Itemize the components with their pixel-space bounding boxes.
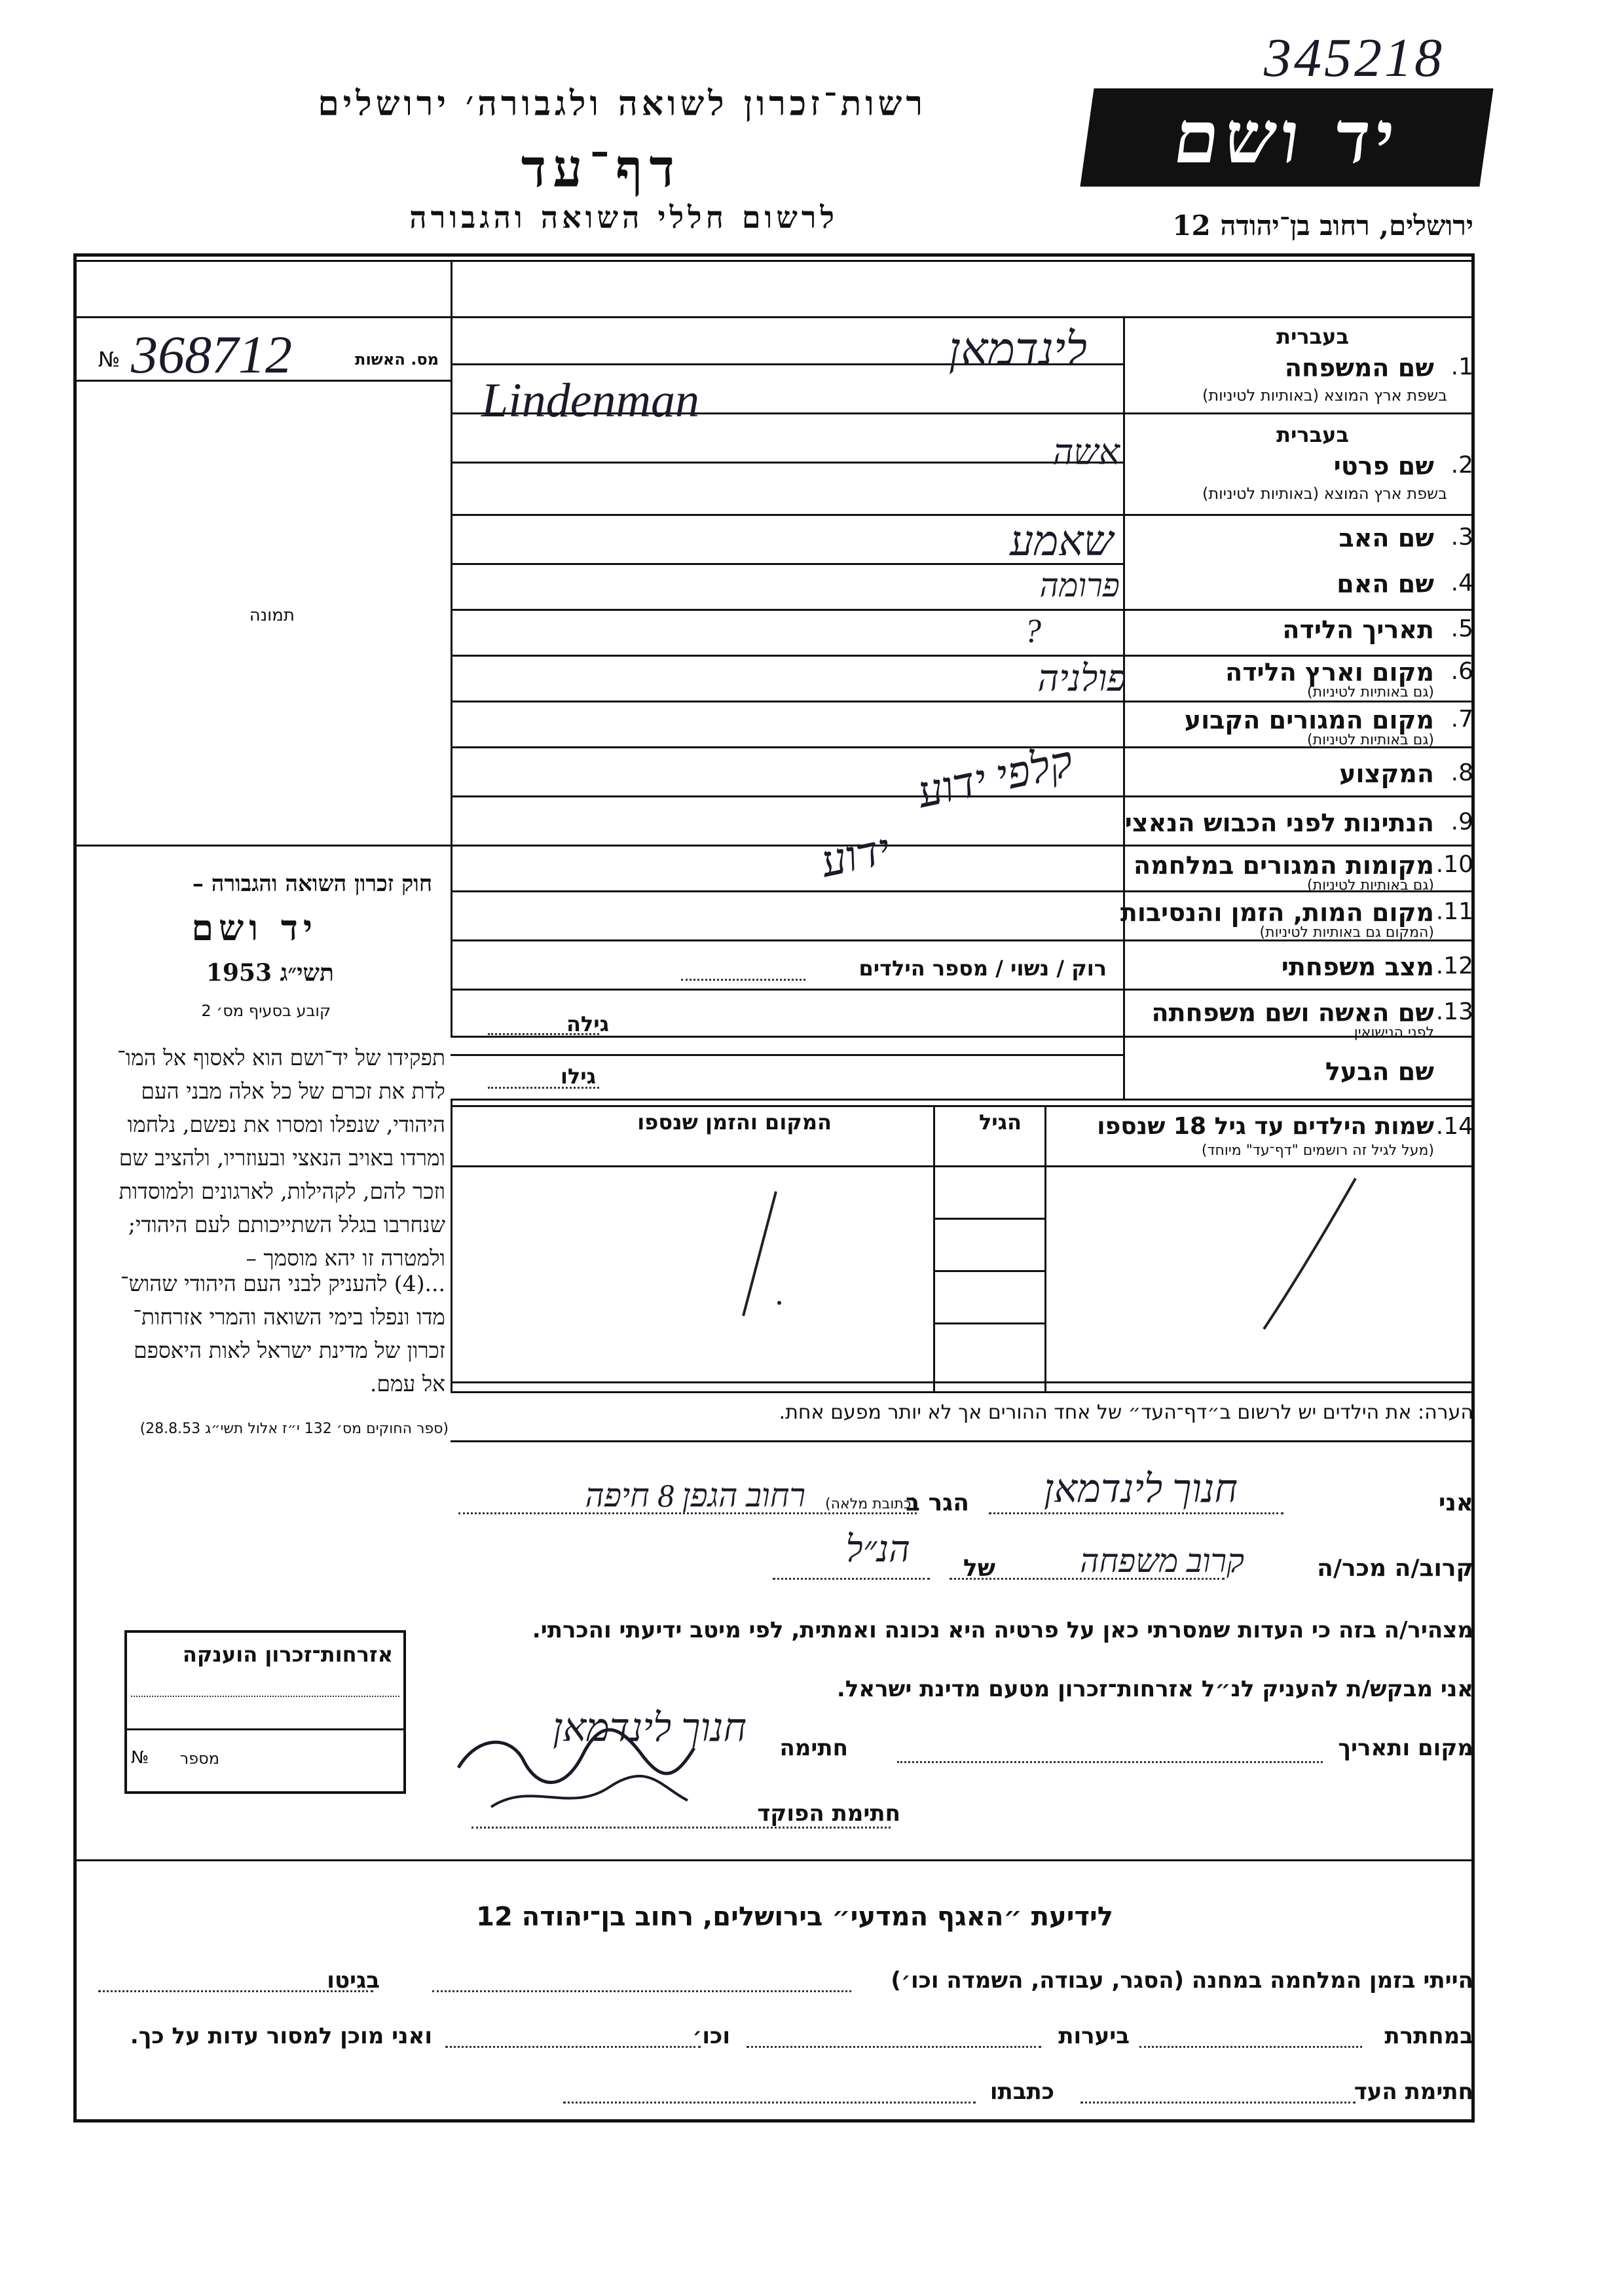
signature-scribble	[452, 1709, 701, 1813]
children-num: 14.	[1435, 1113, 1473, 1140]
field-2-latin-sub: בשפת ארץ המוצא (באותיות לטיניות)	[1202, 484, 1447, 503]
field-1-hebrew-sub: בעברית	[1276, 324, 1349, 349]
field-6-label: מקום וארץ הלידה	[1225, 658, 1434, 687]
decl-request: אני מבקש/ת להעניק לנ״ל אזרחות־זכרון מטעם מדינת ישראל.	[836, 1676, 1473, 1702]
photo-label: תמונה	[249, 606, 295, 625]
signature-value: חנוך לינדמאן	[553, 1706, 747, 1749]
law-line: היהודי, שנפלו ומסרו את נפשם, נלחמו	[127, 1112, 445, 1137]
decl-line2-prefix: קרוב/ה מכר/ה	[1317, 1555, 1473, 1582]
field-13-label: שם האשה ושם משפחתה	[1151, 998, 1434, 1027]
header-address: ירושלים, רחוב בן־יהודה 12	[1172, 210, 1473, 242]
field-13-value: גילה	[566, 1011, 609, 1036]
yad-vashem-logo	[1080, 88, 1493, 187]
law-year: תשי״ג 1953	[206, 959, 334, 987]
footer-line2-a: במחתרת	[1384, 2023, 1473, 2049]
form-title: דף־עד	[521, 137, 681, 199]
serial-sign: №	[98, 347, 120, 372]
field-9-label: הנתינות לפני הכבוש הנאצי	[1124, 809, 1434, 837]
field-10-value: ידוע	[817, 825, 895, 887]
field-10-label: מקומות המגורים במלחמה	[1133, 851, 1434, 880]
institution-name: רשות־זכרון לשואה ולגבורה׳ ירושלים	[318, 84, 927, 124]
field-9-num: 9.	[1450, 809, 1473, 835]
field-8-label: המקצוע	[1339, 759, 1434, 788]
citizenship-number-sign: №	[131, 1748, 149, 1768]
law-line: ומרדו באויב הנאצי ובעוזריו, ולהציב שם	[119, 1145, 445, 1171]
field-12-value: רוק / נשוי / מספר הילדים	[858, 956, 1107, 981]
decl-statement: מצהיר/ה בזה כי העדות שמסרתי כאן על פרטיה היא נכונה ואמתית, לפי מיטב ידיעתי והכרתי.	[532, 1617, 1473, 1643]
husband-label: שם הבעל	[1325, 1057, 1434, 1086]
field-4-value: פרומה	[1039, 567, 1120, 604]
field-3-label: שם האב	[1338, 524, 1434, 553]
footer-title: לידיעת ״האגף המדעי״ בירושלים, רחוב בן־יהודה 12	[476, 1902, 1113, 1932]
decl-line2-rel: קרוב משפחה	[1080, 1542, 1244, 1579]
footer-line1-b: בגיטו	[327, 1967, 380, 1994]
decl-line1-name: חנוך לינדמאן	[1044, 1467, 1238, 1510]
field-1-value-hebrew: לינדמאן	[948, 325, 1087, 375]
children-strike-marks	[720, 1172, 1375, 1342]
field-5-num: 5.	[1450, 615, 1473, 642]
footer-line2-c: וכו׳	[692, 2023, 730, 2049]
field-7-sub: (גם באותיות לטיניות)	[1307, 732, 1434, 748]
field-11-num: 11.	[1435, 898, 1473, 925]
law-title: חוק זכרון השואה והגבורה –	[192, 871, 432, 897]
law-line: ולמטרה זו יהא מוסמך –	[246, 1245, 445, 1271]
decl-line1-mid: הגר ב	[906, 1489, 969, 1516]
field-1-latin-sub: בשפת ארץ המוצא (באותיות לטיניות)	[1202, 386, 1447, 405]
field-3-num: 3.	[1450, 524, 1473, 551]
form-subtitle: לרשום חללי השואה והגבורה	[409, 200, 838, 235]
field-2-num: 2.	[1450, 452, 1473, 479]
field-13-num: 13.	[1435, 998, 1473, 1025]
law-line: אל עמם.	[369, 1371, 445, 1396]
footer-line1-a: הייתי בזמן המלחמה במחנה (הסגר, עבודה, השמדה וכו׳)	[891, 1967, 1473, 1994]
field-13-sub: לפני הנישואין	[1354, 1025, 1434, 1041]
field-12-num: 12.	[1435, 953, 1473, 979]
field-2-value-hebrew: אשה	[1052, 433, 1120, 472]
children-col-age: הגיל	[978, 1110, 1022, 1135]
field-7-num: 7.	[1450, 706, 1473, 733]
field-8-num: 8.	[1450, 759, 1473, 786]
decl-line1-prefix: אני	[1438, 1489, 1473, 1516]
place-date-label: מקום ותאריך	[1338, 1735, 1473, 1761]
law-source: (ספר החוקים מס׳ 132 י״ז אלול תשי״ג 28.8.53)	[139, 1421, 449, 1437]
field-5-value: ?	[1024, 613, 1041, 650]
serial-label: מס. האשות	[355, 350, 439, 369]
law-clause: קובע בסעיף מס׳ 2	[201, 1002, 331, 1020]
field-10-num: 10.	[1435, 851, 1473, 878]
decl-line2-of: של	[963, 1555, 995, 1582]
serial-value: 368712	[131, 325, 292, 384]
law-paragraph-2	[120, 1267, 445, 1400]
footer-line2-b: ביערות	[1058, 2023, 1130, 2049]
children-col-place: המקום והזמן שנספו	[637, 1110, 832, 1135]
field-6-sub: (גם באותיות לטיניות)	[1307, 684, 1434, 701]
field-7-label: מקום המגורים הקבוע	[1184, 706, 1434, 735]
field-5-label: תאריך הלידה	[1282, 615, 1434, 644]
law-line: שנחרבו בגלל השתייכותם לעם היהודי;	[128, 1212, 445, 1237]
archive-number: 345218	[1264, 27, 1445, 88]
footer-line2-d: ואני מוכן למסור עדות על כך.	[130, 2023, 432, 2049]
field-10-sub: (גם באותיות לטיניות)	[1307, 877, 1434, 894]
citizenship-number-label: מספר	[179, 1749, 219, 1768]
field-12-label: מצב משפחתי	[1281, 953, 1434, 981]
law-line: וזכר להם, לקהילות, לארגונים ולמוסדות	[119, 1178, 445, 1204]
logo-text: יד ושם	[1168, 95, 1405, 179]
decl-line1-addr: רחוב הגפן 8 חיפה	[585, 1477, 805, 1514]
footer-line3-a: חתימת העד	[1354, 2079, 1473, 2105]
field-6-value: פולניה	[1037, 659, 1126, 699]
field-1-label: שם המשפחה	[1284, 354, 1434, 382]
field-11-label: מקום המות, הזמן והנסיבות	[1120, 898, 1434, 927]
decl-line2-name: הנ״ל	[845, 1529, 910, 1570]
law-line: זכרון של מדינת ישראל לאות היאספם	[134, 1338, 445, 1363]
children-label: שמות הילדים עד גיל 18 שנספו	[1097, 1113, 1434, 1140]
field-8-value: קלפי ידוע	[913, 737, 1077, 818]
footer-line3-b: כתבתו	[989, 2079, 1054, 2105]
field-3-value: שאמע	[1010, 518, 1113, 564]
field-6-num: 6.	[1450, 658, 1473, 685]
field-2-hebrew-sub: בעברית	[1276, 422, 1349, 447]
field-4-num: 4.	[1450, 570, 1473, 596]
citizenship-title: אזרחות־זכרון הוענקה	[182, 1642, 393, 1667]
signature-label: חתימה	[779, 1735, 848, 1761]
law-line: ...(4) להעניק לבני העם היהודי שהוש־	[120, 1271, 445, 1296]
children-sub: (מעל לגיל זה רושמים "דף־עד" מיוחד)	[1201, 1142, 1434, 1159]
decl-line1-addr-label: (כתובת מלאה)	[825, 1496, 917, 1512]
field-1-value-latin: Lindenman	[481, 374, 699, 428]
law-paragraph-1	[117, 1041, 445, 1275]
field-11-sub: (המקום גם באותיות לטיניות)	[1259, 924, 1434, 941]
law-name: יד ושם	[191, 907, 318, 949]
law-line: מדו ונפלו בימי השואה והמרי אזרחות־	[133, 1304, 445, 1330]
children-note: הערה: את הילדים יש לרשום ב״דף־העד״ של אחד ההורים אך לא יותר מפעם אחת.	[779, 1401, 1473, 1424]
field-1-num: 1.	[1450, 354, 1473, 380]
husband-value: גילו	[560, 1064, 596, 1089]
field-4-label: שם האם	[1337, 570, 1434, 598]
officer-label: חתימת הפוקד	[757, 1800, 900, 1827]
field-2-label: שם פרטי	[1333, 452, 1434, 481]
law-line: לדת את זכרם של כל אלה מבני העם	[141, 1078, 445, 1104]
law-line: תפקידו של יד־ושם הוא לאסוף אל המו־	[117, 1045, 445, 1070]
